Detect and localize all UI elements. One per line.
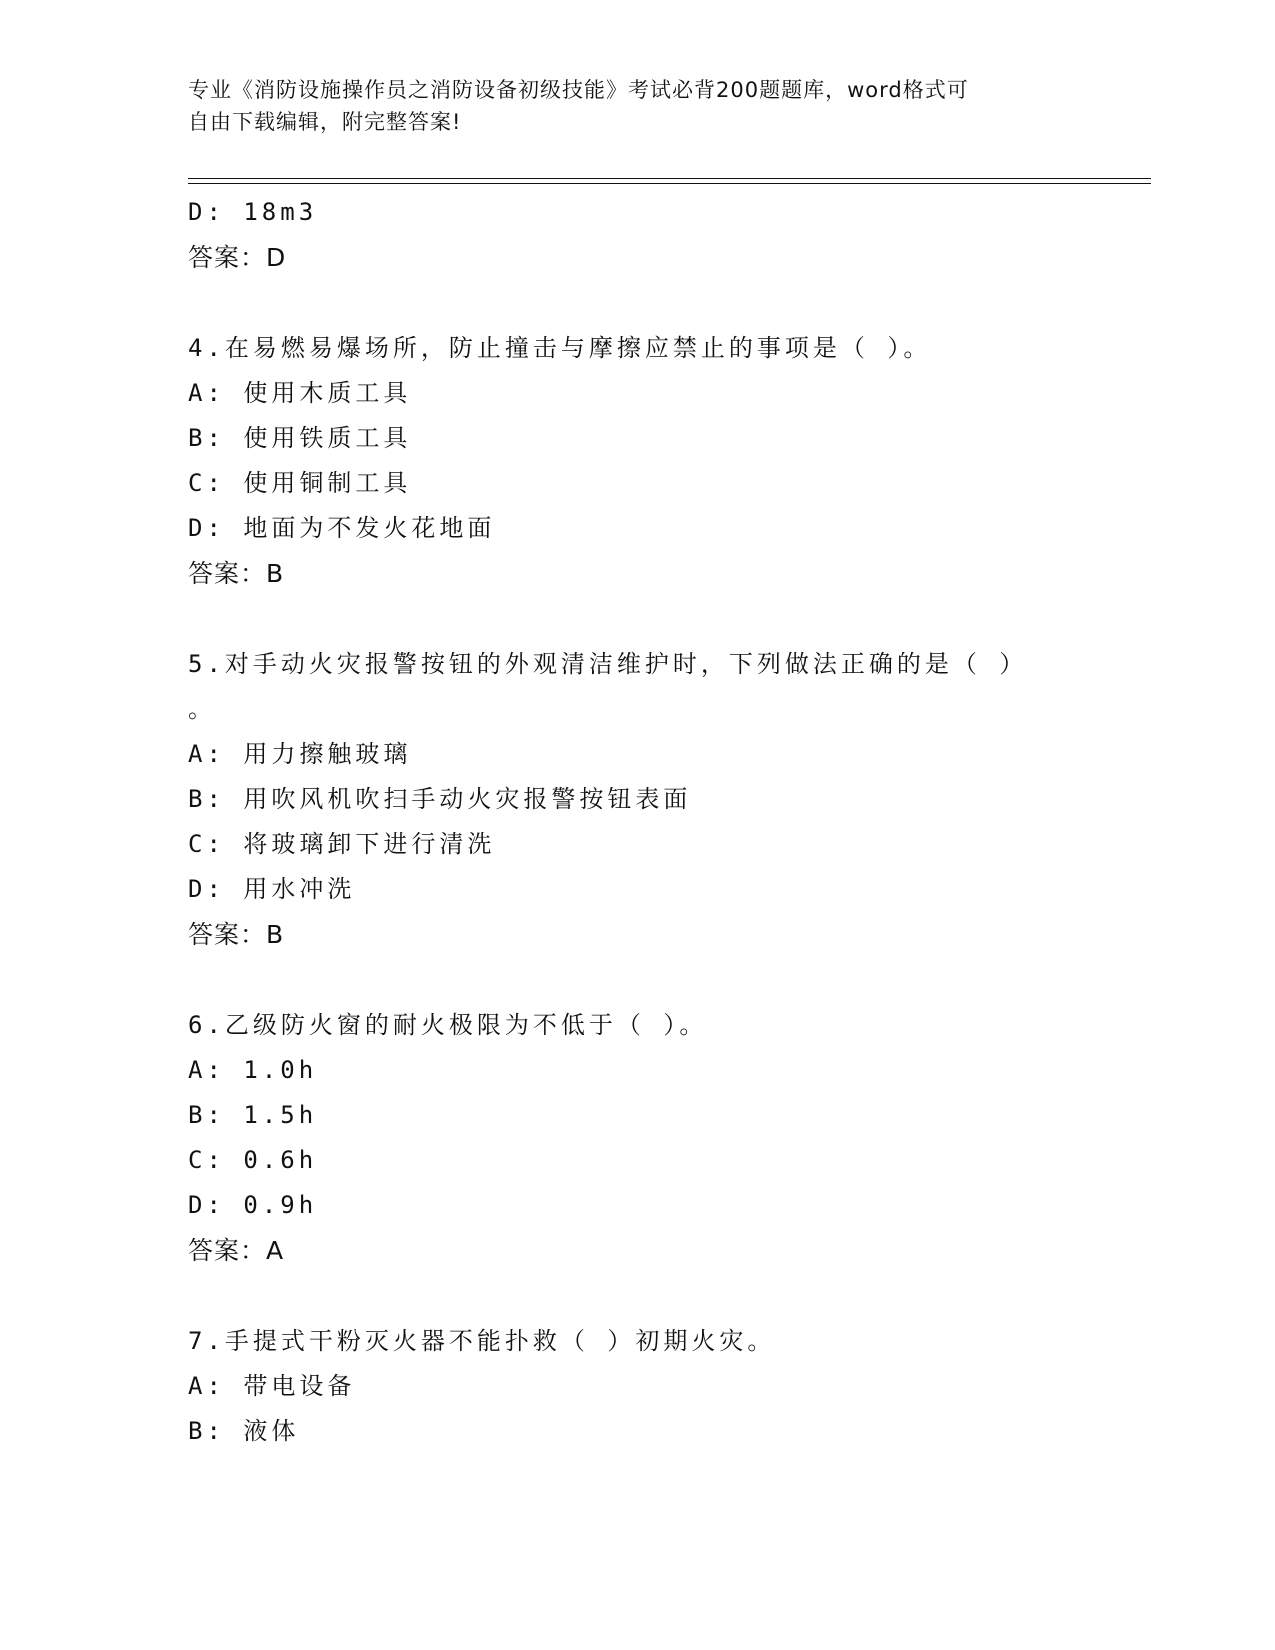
q6-option-d: D: 0.9h <box>188 1191 318 1219</box>
q5-stem-line-2: 。 <box>188 695 216 723</box>
q5-option-d: D: 用水冲洗 <box>188 875 356 903</box>
spacer <box>188 596 1088 642</box>
q7-stem: 7.手提式干粉灭火器不能扑救（ ）初期火灾。 <box>188 1327 776 1355</box>
q6-answer: 答案：A <box>188 1236 285 1265</box>
q3-option-d: D: 18m3 <box>188 198 318 226</box>
q4-answer: 答案：B <box>188 559 285 588</box>
q5-answer: 答案：B <box>188 920 285 949</box>
q3-answer: 答案：D <box>188 243 287 272</box>
spacer <box>188 280 1088 326</box>
q6-option-c: C: 0.6h <box>188 1146 318 1174</box>
page-header <box>188 74 1068 138</box>
q4-option-b: B: 使用铁质工具 <box>188 424 412 452</box>
spacer <box>188 1273 1088 1319</box>
q4-option-c: C: 使用铜制工具 <box>188 469 412 497</box>
header-divider <box>188 178 1151 184</box>
q6-option-b: B: 1.5h <box>188 1101 318 1129</box>
q4-option-d: D: 地面为不发火花地面 <box>188 514 496 542</box>
question-3 <box>188 190 1088 280</box>
question-7 <box>188 1319 1088 1454</box>
q7-option-b: B: 液体 <box>188 1417 300 1445</box>
question-4 <box>188 326 1088 596</box>
q4-option-a: A: 使用木质工具 <box>188 379 412 407</box>
header-line-1: 专业《消防设施操作员之消防设备初级技能》考试必背200题题库，word格式可 <box>188 78 969 102</box>
q5-option-b: B: 用吹风机吹扫手动火灾报警按钮表面 <box>188 785 692 813</box>
header-line-2: 自由下载编辑，附完整答案! <box>188 110 462 134</box>
q6-option-a: A: 1.0h <box>188 1056 318 1084</box>
q4-stem: 4.在易燃易爆场所，防止撞击与摩擦应禁止的事项是（ ）。 <box>188 334 932 362</box>
question-5 <box>188 642 1088 957</box>
question-list <box>188 190 1088 1454</box>
spacer <box>188 957 1088 1003</box>
question-6 <box>188 1003 1088 1273</box>
q6-stem: 6.乙级防火窗的耐火极限为不低于（ ）。 <box>188 1011 708 1039</box>
q5-option-c: C: 将玻璃卸下进行清洗 <box>188 830 496 858</box>
q7-option-a: A: 带电设备 <box>188 1372 356 1400</box>
q5-option-a: A: 用力擦触玻璃 <box>188 740 412 768</box>
q5-stem-line-1: 5.对手动火灾报警按钮的外观清洁维护时，下列做法正确的是（ ） <box>188 650 1028 678</box>
